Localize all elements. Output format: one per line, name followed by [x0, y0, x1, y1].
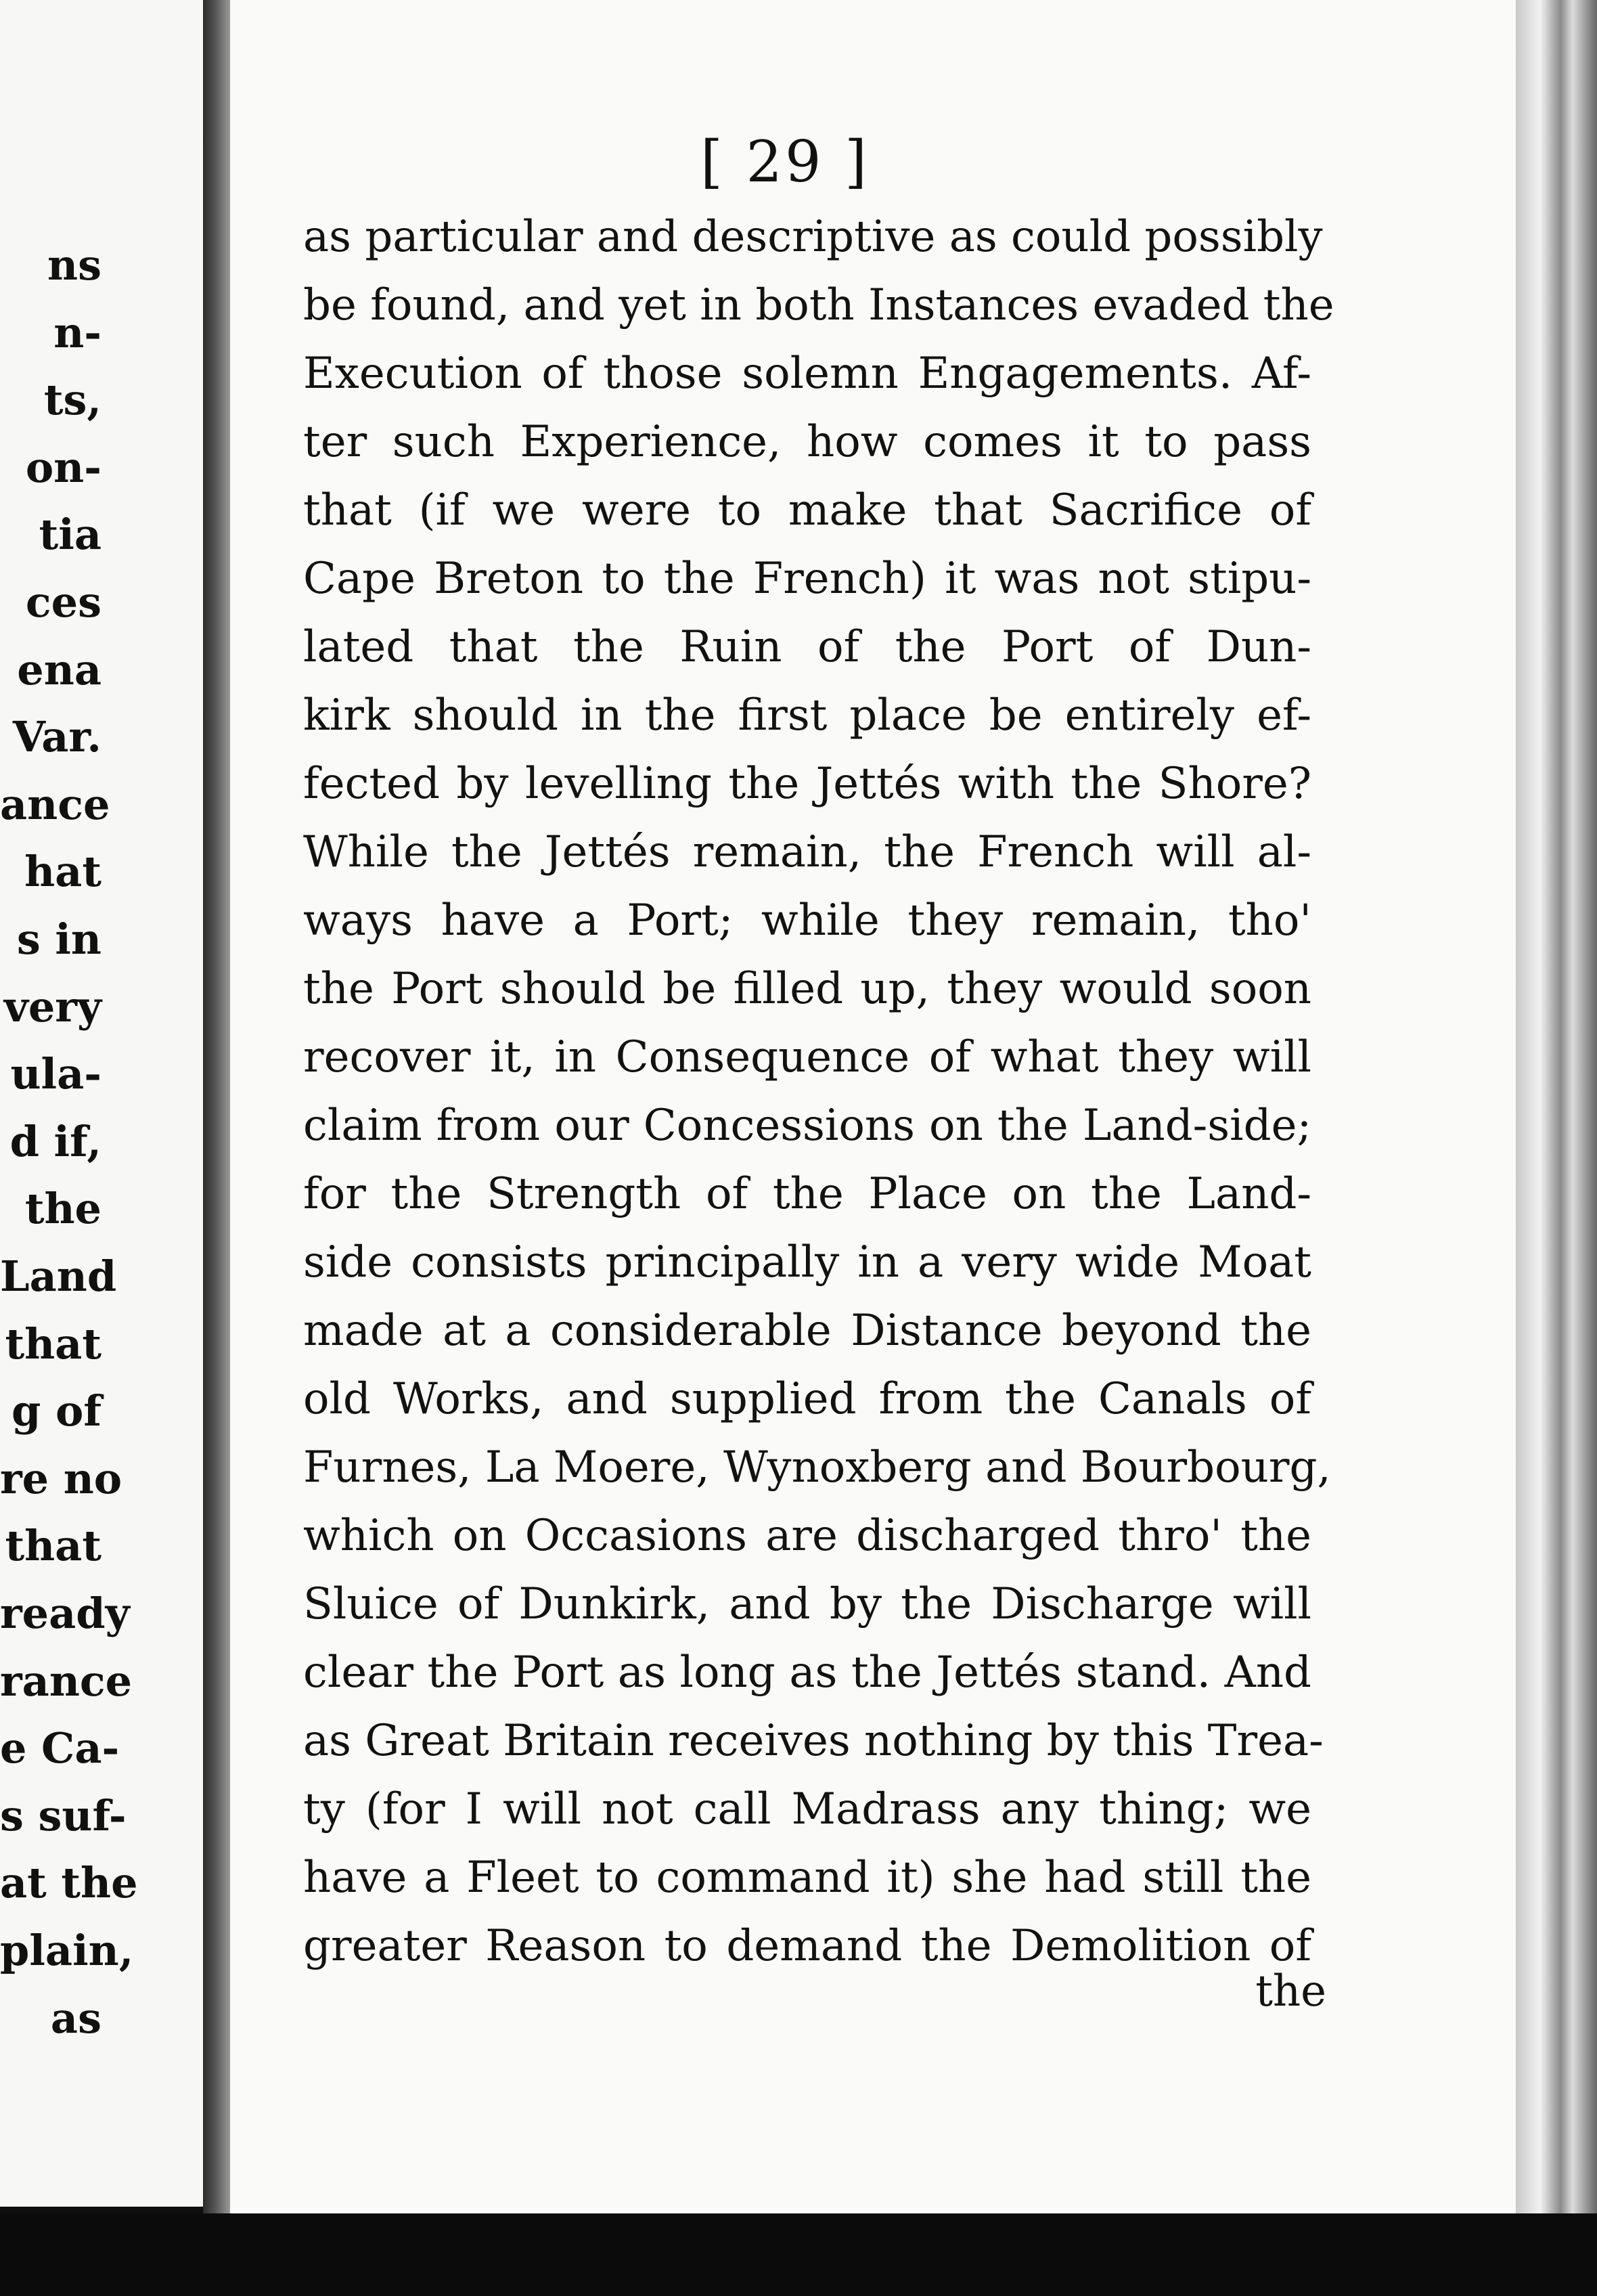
text-line: kirk should in the first place be entirely ef-	[303, 690, 1311, 741]
left-page-fragment: very	[3, 982, 102, 1032]
text-line: side consists principally in a very wide Moat	[303, 1237, 1311, 1287]
book-gutter	[203, 0, 230, 2213]
left-page-fragment: ns	[47, 240, 102, 290]
left-page-fragment: s suf-	[0, 1791, 127, 1840]
text-line: be found, and yet in both Instances evaded the	[303, 280, 1334, 330]
left-page-fragment: Var.	[12, 712, 102, 761]
left-page-fragment: as	[50, 1993, 102, 2043]
left-page-fragment: on-	[25, 443, 102, 492]
left-page	[0, 0, 203, 2207]
left-page-fragment: ula-	[10, 1049, 102, 1099]
left-page-fragment: that	[5, 1521, 102, 1570]
left-page-fragment: n-	[53, 308, 102, 357]
text-line: ways have a Port; while they remain, tho'	[303, 896, 1311, 946]
text-line: ter such Experience, how comes it to pass	[303, 417, 1311, 467]
left-page-fragment: g of	[12, 1386, 102, 1436]
text-line: as Great Britain receives nothing by this Trea-	[303, 1716, 1324, 1766]
left-page-fragment: d if,	[9, 1117, 102, 1166]
left-page-fragment: tia	[39, 510, 102, 559]
text-line: ty (for I will not call Madrass any thing; we	[303, 1784, 1311, 1834]
text-line: recover it, in Consequence of what they will	[303, 1032, 1311, 1082]
left-page-fragment: s in	[16, 914, 102, 964]
text-line: Furnes, La Moere, Wynoxberg and Bourbourg,	[303, 1442, 1331, 1493]
text-line: Cape Breton to the French) it was not stipu-	[303, 554, 1311, 604]
left-page-fragment: ready	[0, 1589, 130, 1638]
left-page-fragment: plain,	[0, 1926, 134, 1975]
text-line: fected by levelling the Jettés with the Shore?	[303, 759, 1311, 809]
page-number: [ 29 ]	[700, 129, 870, 195]
left-page-fragment: that	[5, 1319, 102, 1369]
left-page-fragment: ance	[0, 780, 110, 829]
catchword: the	[1255, 1966, 1326, 2016]
body-text	[303, 203, 1334, 1981]
left-page-fragment: the	[24, 1184, 102, 1233]
left-page-fragment: e Ca-	[0, 1723, 120, 1773]
left-page-fragment: hat	[24, 847, 102, 896]
text-line: made at a considerable Distance beyond the	[303, 1306, 1311, 1356]
text-line: lated that the Ruin of the Port of Dun-	[303, 622, 1311, 672]
left-page-fragment: rance	[0, 1656, 133, 1706]
text-line: the Port should be filled up, they would soon	[303, 964, 1311, 1014]
text-line: old Works, and supplied from the Canals of	[303, 1374, 1311, 1424]
text-line: Sluice of Dunkirk, and by the Discharge will	[303, 1579, 1311, 1629]
text-line: While the Jettés remain, the French will al-	[303, 827, 1311, 877]
scan-bottom-border	[0, 2213, 1597, 2296]
page-edge	[1516, 0, 1597, 2227]
text-line: as particular and descriptive as could possibly	[303, 212, 1323, 262]
left-page-fragment: ts,	[43, 375, 102, 424]
text-line: that (if we were to make that Sacrifice of	[303, 485, 1311, 535]
left-page-fragment: ces	[25, 577, 102, 627]
text-line: claim from our Concessions on the Land-side;	[303, 1101, 1311, 1151]
left-page-fragment: Land	[0, 1252, 117, 1301]
text-line: Execution of those solemn Engagements. Af-	[303, 349, 1311, 399]
text-line: have a Fleet to command it) she had still the	[303, 1853, 1311, 1903]
text-line: which on Occasions are discharged thro' the	[303, 1511, 1311, 1561]
text-line: clear the Port as long as the Jettés stand. And	[303, 1648, 1311, 1698]
left-page-fragment: at the	[0, 1858, 138, 1907]
text-line: greater Reason to demand the Demolition of	[303, 1921, 1311, 1971]
left-page-fragment: ena	[17, 645, 102, 694]
text-line: for the Strength of the Place on the Land-	[303, 1169, 1311, 1219]
left-page-fragment: re no	[0, 1454, 122, 1503]
